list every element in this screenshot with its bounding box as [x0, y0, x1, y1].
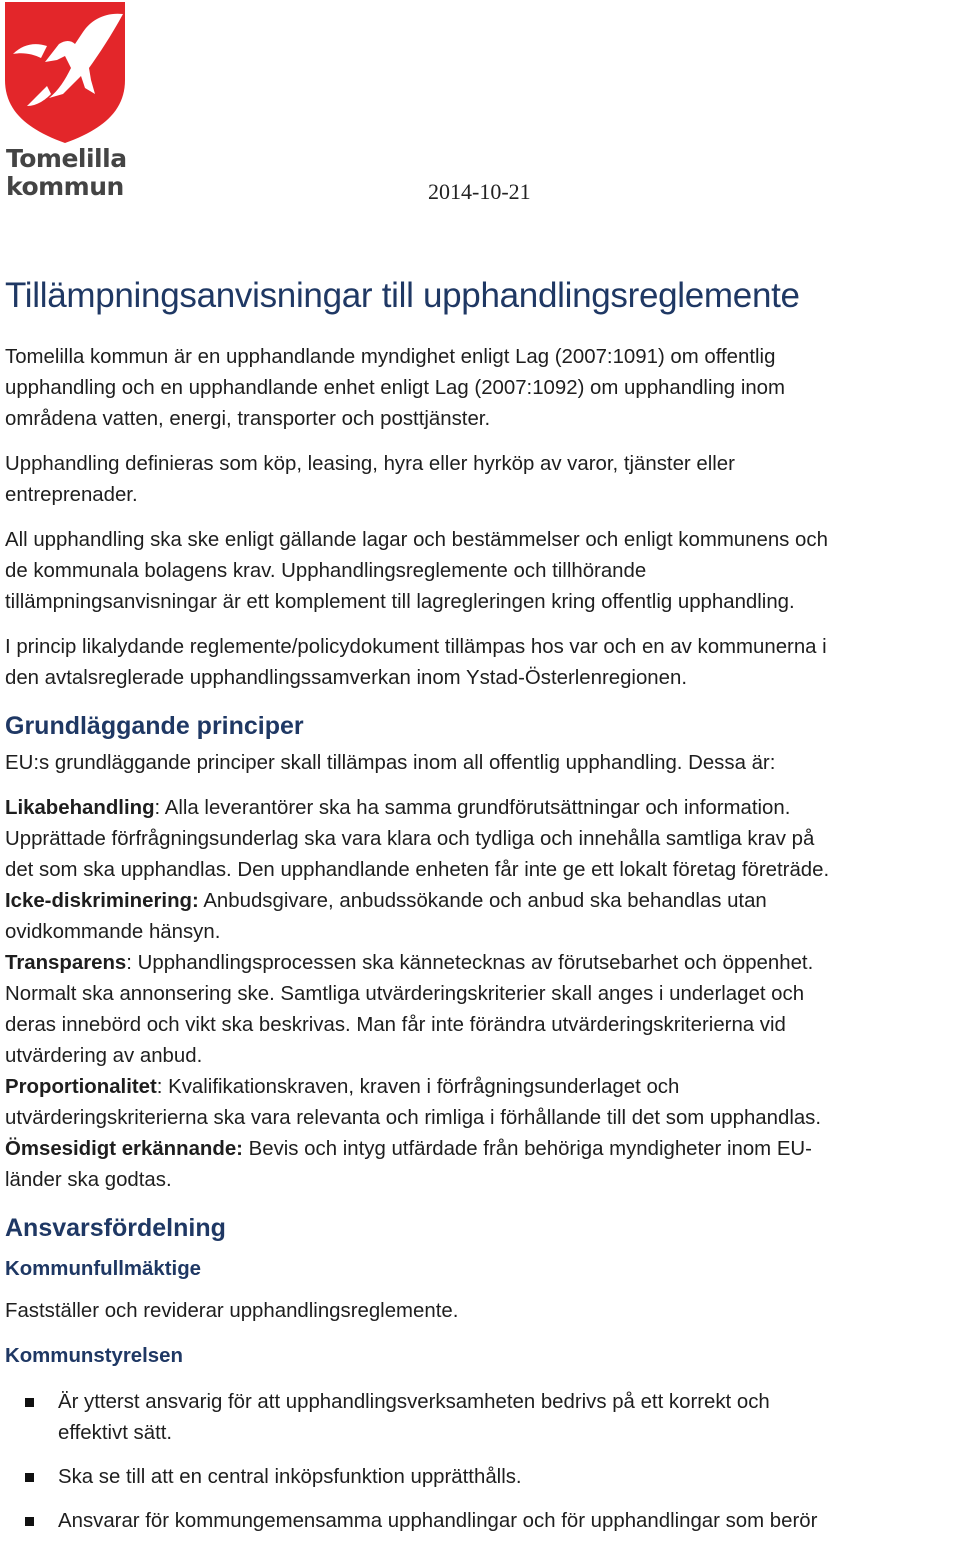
text-line: All upphandling ska ske enligt gällande lagar och bestämmelser och enligt kommunens och: [5, 529, 828, 551]
text-line: de kommunala bolagens krav. Upphandlingsreglemente och tillhörande: [5, 560, 647, 582]
kommunfullmaktige-heading: Kommunfullmäktige: [5, 1258, 201, 1280]
responsibility-heading: Ansvarsfördelning: [5, 1214, 226, 1242]
principle-omsesidigt-erkannande: [5, 1134, 957, 1196]
text-line: utvärdering av anbud.: [5, 1045, 203, 1067]
definition-paragraph: [5, 449, 957, 511]
kommunstyrelsen-bullet-list: [5, 1387, 957, 1537]
text-line: deras innebörd och vikt ska beskrivas. Man får inte förändra utvärderingskriterierna vid: [5, 1014, 786, 1036]
logo-name-line2: kommun: [6, 172, 124, 201]
kommunfullmaktige-text: Fastställer och reviderar upphandlingsreglemente.: [5, 1300, 459, 1322]
principle-transparens: [5, 948, 957, 1072]
text-line: den avtalsreglerade upphandlingssamverkan inom Ystad-Österlenregionen.: [5, 667, 687, 689]
text-line: länder ska godtas.: [5, 1169, 172, 1191]
document-body: [5, 342, 957, 1550]
bullet-square-icon: [25, 1517, 34, 1526]
principle-term: Ömsesidigt erkännande:: [5, 1138, 243, 1160]
text-line: Alla leverantörer ska ha samma grundförutsättningar och information.: [164, 797, 791, 819]
principle-likabehandling: [5, 793, 957, 886]
intro-paragraph: [5, 342, 957, 435]
term-separator: :: [126, 952, 138, 974]
laws-paragraph: [5, 525, 957, 618]
list-item: [5, 1506, 957, 1537]
term-separator: :: [154, 797, 165, 819]
text-line: Anbudsgivare, anbudssökande och anbud ska behandlas utan: [203, 890, 767, 912]
text-line: Är ytterst ansvarig för att upphandlingsverksamheten bedrivs på ett korrekt och: [58, 1391, 770, 1413]
text-line: Normalt ska annonsering ske. Samtliga utvärderingskriterier skall anges i underlaget och: [5, 983, 805, 1005]
list-item: [5, 1387, 957, 1449]
principle-term: Proportionalitet: [5, 1076, 157, 1098]
text-line: I princip likalydande reglemente/policydokument tillämpas hos var och en av kommunerna i: [5, 636, 827, 658]
municipality-logo: [5, 2, 127, 200]
text-line: Upprättade förfrågningsunderlag ska vara klara och tydliga och innehålla samtliga krav på: [5, 828, 815, 850]
text-line: det som ska upphandlas. Den upphandlande enheten får inte ge ett lokalt företag företräde.: [5, 859, 830, 881]
text-line: entreprenader.: [5, 484, 138, 506]
text-line: Ansvarar för kommungemensamma upphandlingar och för upphandlingar som berör: [58, 1510, 818, 1532]
text-line: områdena vatten, energi, transporter och posttjänster.: [5, 408, 491, 430]
principle-term: Transparens: [5, 952, 127, 974]
text-line: Ska se till att en central inköpsfunktion upprätthålls.: [58, 1466, 522, 1488]
bird-shield-icon: [5, 2, 127, 144]
bullet-square-icon: [25, 1473, 34, 1482]
principles-heading: Grundläggande principer: [5, 712, 304, 740]
text-line: upphandling och en upphandlande enhet enligt Lag (2007:1092) om upphandling inom: [5, 377, 786, 399]
text-line: Upphandlingsprocessen ska kännetecknas av förutsebarhet och öppenhet.: [137, 952, 814, 974]
principles-intro: EU:s grundläggande principer skall tillämpas inom all offentlig upphandling. Dessa är:: [5, 752, 776, 774]
term-separator: :: [156, 1076, 169, 1098]
document-title: Tillämpningsanvisningar till upphandlingsreglemente: [5, 276, 800, 315]
text-line: tillämpningsanvisningar är ett komplement till lagregleringen kring offentlig upphandling.: [5, 591, 795, 613]
document-date: 2014-10-21: [428, 179, 531, 204]
principle-proportionalitet: [5, 1072, 957, 1134]
kommunstyrelsen-heading: Kommunstyrelsen: [5, 1345, 183, 1367]
text-line: Upphandling definieras som köp, leasing, hyra eller hyrköp av varor, tjänster eller: [5, 453, 735, 475]
text-line: Bevis och intyg utfärdade från behöriga myndigheter inom EU-: [248, 1138, 812, 1160]
principle-term: Icke-diskriminering:: [5, 890, 199, 912]
region-paragraph: [5, 632, 957, 694]
text-line: Kvalifikationskraven, kraven i förfrågningsunderlaget och: [168, 1076, 680, 1098]
principle-icke-diskriminering: [5, 886, 957, 948]
text-line: utvärderingskriterierna ska vara relevanta och rimliga i förhållande till det som upphandlas.: [5, 1107, 822, 1129]
bullet-square-icon: [25, 1398, 34, 1407]
text-line: Tomelilla kommun är en upphandlande myndighet enligt Lag (2007:1091) om offentlig: [5, 346, 776, 368]
principle-term: Likabehandling: [5, 797, 155, 819]
logo-name-line1: Tomelilla: [6, 144, 127, 173]
list-item: [5, 1462, 957, 1493]
text-line: effektivt sätt.: [58, 1422, 173, 1444]
text-line: ovidkommande hänsyn.: [5, 921, 221, 943]
